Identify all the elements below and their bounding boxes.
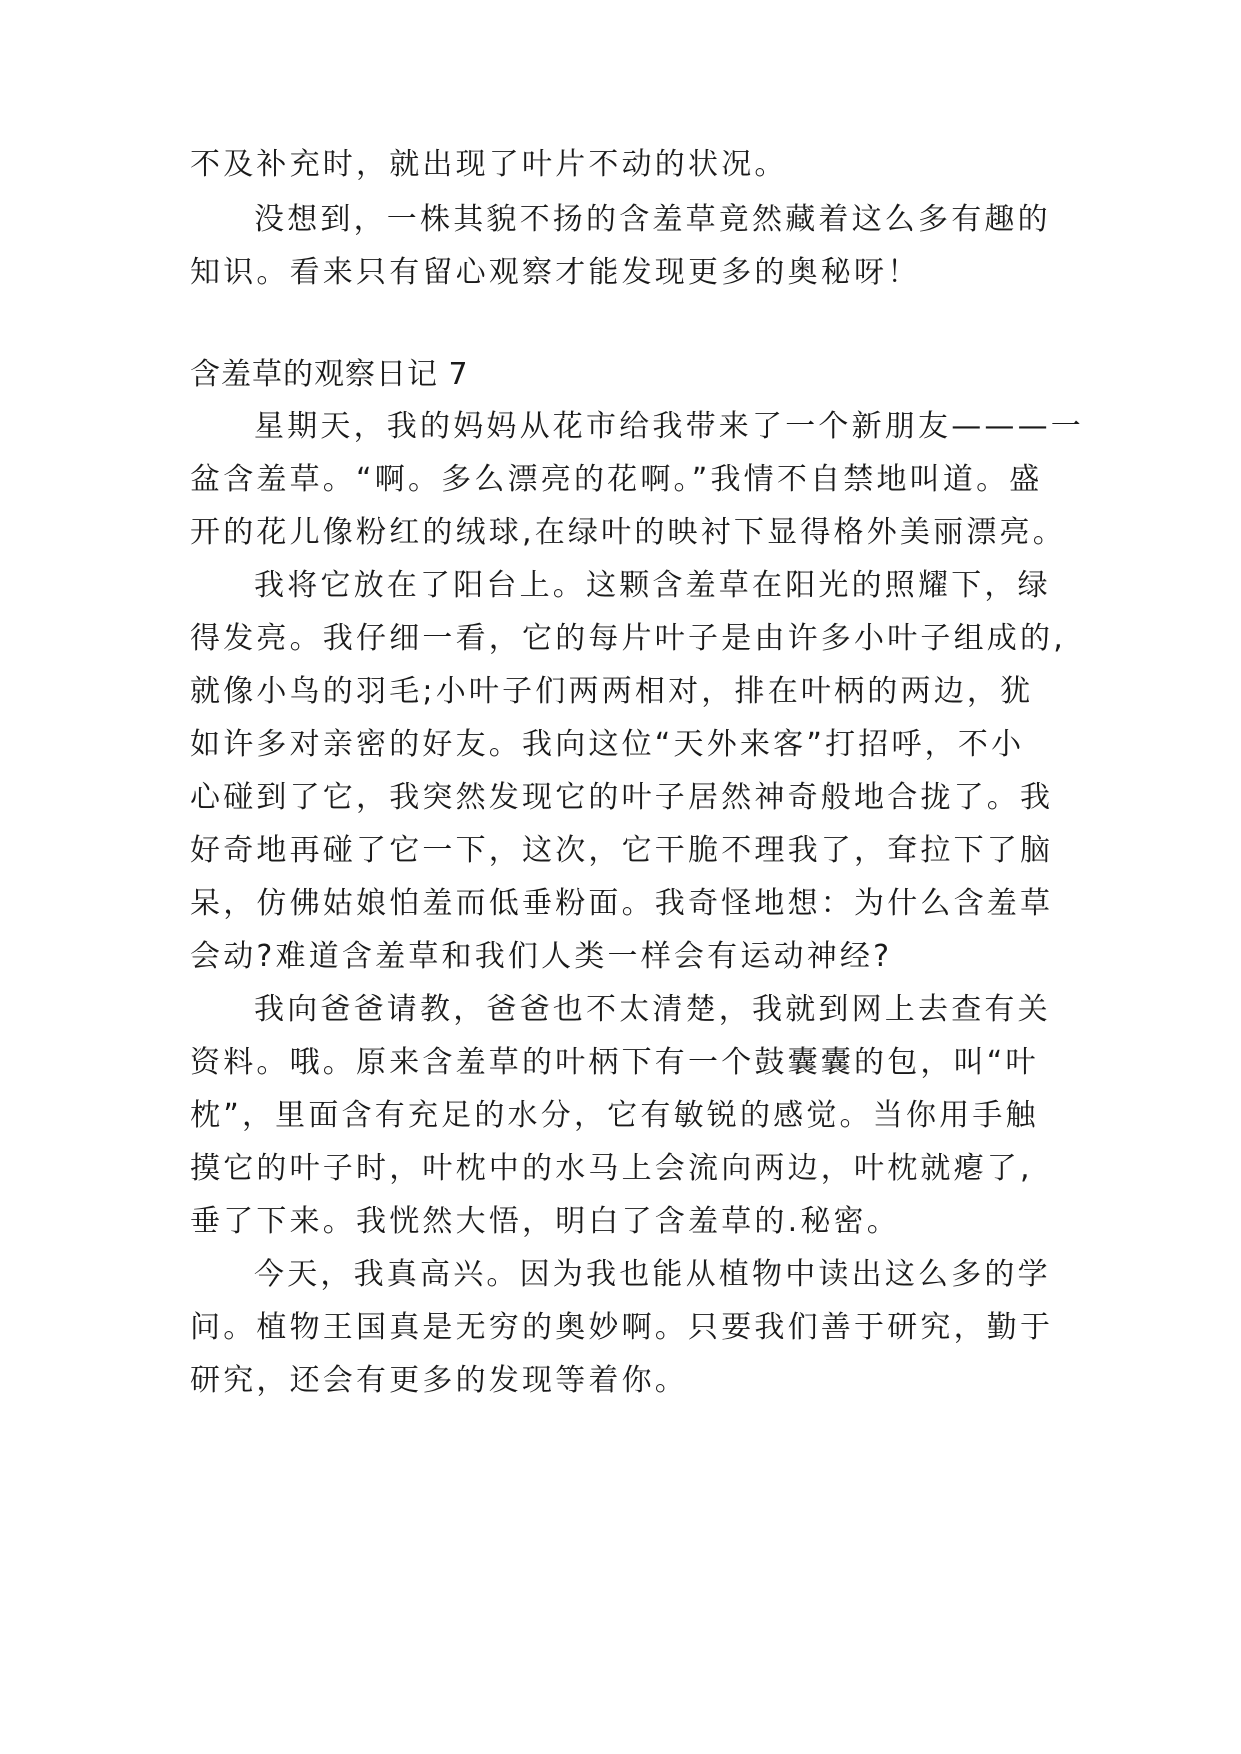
text-line: 没想到，一株其貌不扬的含羞草竟然藏着这么多有趣的: [254, 202, 1051, 237]
text-line: 研究，还会有更多的发现等着你。: [190, 1363, 688, 1398]
text-line: 知识。看来只有留心观察才能发现更多的奥秘呀！: [190, 255, 921, 290]
text-line: 如许多对亲密的好友。我向这位“天外来客”打招呼，不小: [190, 727, 1025, 762]
text-line: 会动?难道含羞草和我们人类一样会有运动神经?: [190, 939, 893, 974]
text-line: 盆含羞草。“啊。多么漂亮的花啊。”我情不自禁地叫道。盛: [190, 462, 1043, 497]
text-line: 摸它的叶子时，叶枕中的水马上会流向两边，叶枕就瘪了,: [190, 1151, 1033, 1186]
section-title: 含羞草的观察日记 7: [190, 357, 469, 392]
text-line: 我向爸爸请教，爸爸也不太清楚，我就到网上去查有关: [254, 992, 1051, 1027]
text-line: 资料。哦。原来含羞草的叶柄下有一个鼓囊囊的包，叫“叶: [190, 1045, 1039, 1080]
text-line: 得发亮。我仔细一看，它的每片叶子是由许多小叶子组成的,: [190, 621, 1066, 656]
text-line: 枕”，里面含有充足的水分，它有敏锐的感觉。当你用手触: [190, 1098, 1039, 1133]
text-line: 好奇地再碰了它一下，这次，它干脆不理我了，耷拉下了脑: [190, 833, 1054, 868]
text-line: 星期天，我的妈妈从花市给我带来了一个新朋友———一: [254, 409, 1084, 444]
text-line: 开的花儿像粉红的绒球,在绿叶的映衬下显得格外美丽漂亮。: [190, 515, 1066, 550]
text-line: 不及补充时，就出现了叶片不动的状况。: [190, 147, 788, 182]
text-line: 我将它放在了阳台上。这颗含羞草在阳光的照耀下，绿: [254, 568, 1051, 603]
document-page: [190, 0, 1084, 1754]
text-line: 今天，我真高兴。因为我也能从植物中读出这么多的学: [254, 1257, 1051, 1292]
text-line: 呆，仿佛姑娘怕羞而低垂粉面。我奇怪地想：为什么含羞草: [190, 886, 1054, 921]
text-line: 垂了下来。我恍然大悟，明白了含羞草的.秘密。: [190, 1204, 900, 1239]
text-line: 就像小鸟的羽毛;小叶子们两两相对，排在叶柄的两边，犹: [190, 674, 1034, 709]
text-line: 心碰到了它，我突然发现它的叶子居然神奇般地合拢了。我: [190, 780, 1054, 815]
text-line: 问。植物王国真是无穷的奥妙啊。只要我们善于研究，勤于: [190, 1310, 1054, 1345]
